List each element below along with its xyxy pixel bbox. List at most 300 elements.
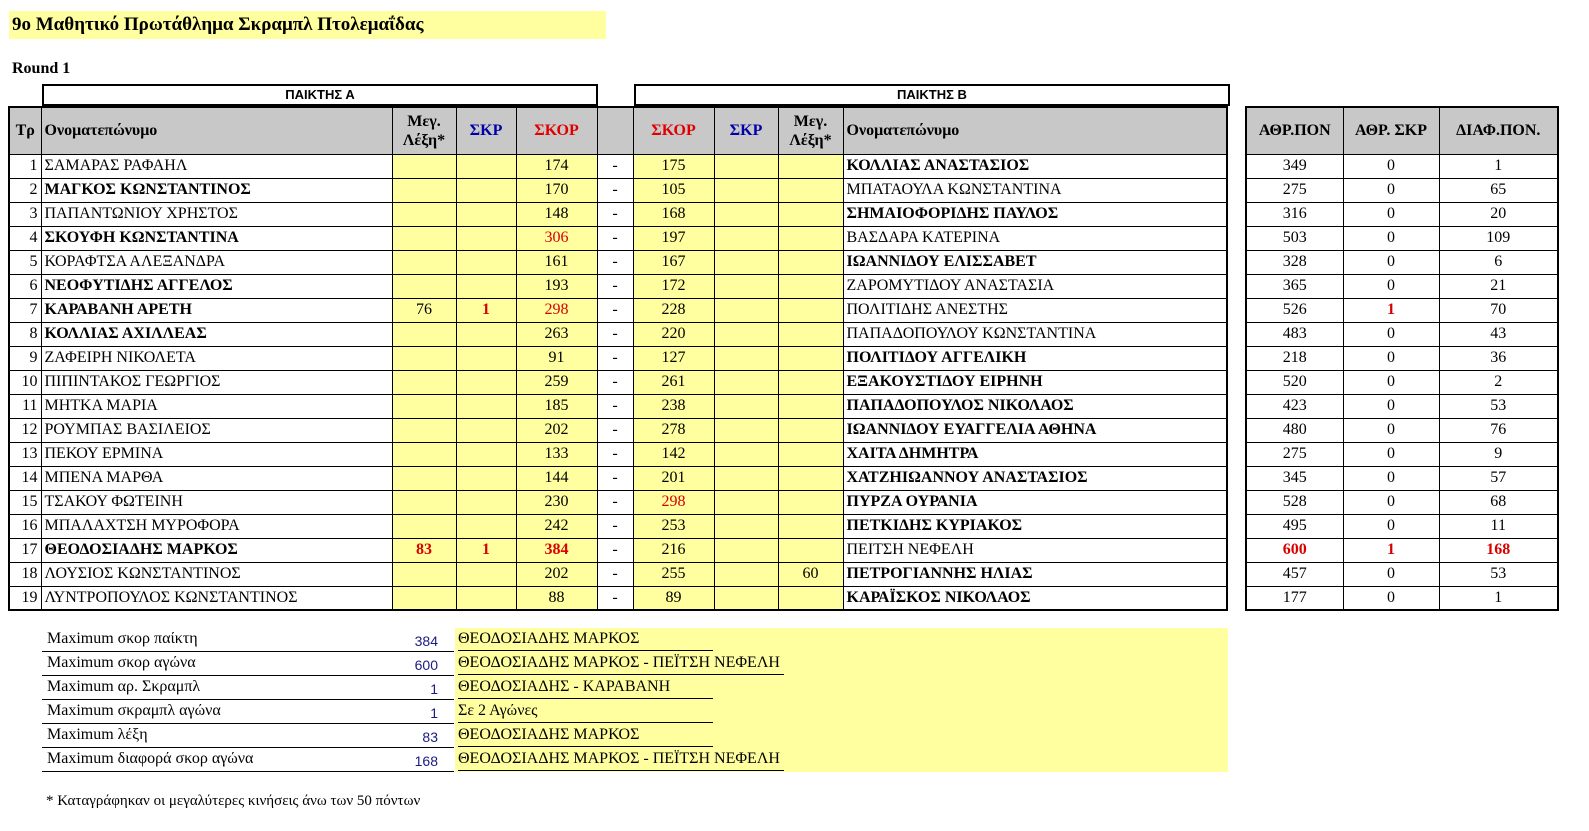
player-a-max-word: 76 (392, 298, 456, 322)
points-difference: 36 (1439, 346, 1558, 370)
player-b-scrabbles (714, 154, 778, 178)
player-a-scrabbles (456, 586, 516, 610)
table-number: 13 (9, 442, 41, 466)
player-b-score: 216 (633, 538, 714, 562)
stat-holder-text: ΘΕΟΔΟΣΙΑΔΗΣ ΜΑΡΚΟΣ (458, 628, 713, 651)
total-scrabbles: 0 (1343, 226, 1439, 250)
player-b-max-word (778, 466, 843, 490)
table-row (9, 514, 1227, 538)
player-a-score: 170 (516, 178, 597, 202)
col-header-table: Τρ (9, 107, 41, 154)
player-b-score: 278 (633, 418, 714, 442)
player-b-max-word (778, 298, 843, 322)
total-scrabbles: 0 (1343, 274, 1439, 298)
total-points: 483 (1246, 322, 1343, 346)
score-separator: - (597, 418, 633, 442)
stat-row (42, 628, 1230, 652)
player-b-max-word (778, 202, 843, 226)
player-a-max-word (392, 274, 456, 298)
total-scrabbles: 0 (1343, 250, 1439, 274)
player-a-max-word (392, 154, 456, 178)
col-header-max-word-b (778, 107, 843, 154)
score-separator: - (597, 202, 633, 226)
totals-row (1246, 202, 1558, 226)
totals-row (1246, 346, 1558, 370)
player-a-max-word (392, 466, 456, 490)
totals-row (1246, 322, 1558, 346)
table-number: 16 (9, 514, 41, 538)
player-b-scrabbles (714, 562, 778, 586)
player-b-max-word (778, 490, 843, 514)
player-b-max-word (778, 346, 843, 370)
total-scrabbles: 0 (1343, 490, 1439, 514)
player-a-name: ΠΕΚΟΥ ΕΡΜΙΝΑ (41, 442, 392, 466)
player-a-name: ΜΠΑΛΑΧΤΣΗ ΜΥΡΟΦΟΡΑ (41, 514, 392, 538)
totals-row (1246, 562, 1558, 586)
total-points: 480 (1246, 418, 1343, 442)
points-difference: 43 (1439, 322, 1558, 346)
player-a-name: ΚΟΛΛΙΑΣ ΑΧΙΛΛΕΑΣ (41, 322, 392, 346)
points-difference: 68 (1439, 490, 1558, 514)
table-row (9, 298, 1227, 322)
total-points: 503 (1246, 226, 1343, 250)
player-b-score: 142 (633, 442, 714, 466)
player-a-scrabbles (456, 490, 516, 514)
player-a-name: ΘΕΟΔΟΣΙΑΔΗΣ ΜΑΡΚΟΣ (41, 538, 392, 562)
player-a-max-word: 83 (392, 538, 456, 562)
total-scrabbles: 0 (1343, 466, 1439, 490)
table-row (9, 202, 1227, 226)
player-b-scrabbles (714, 298, 778, 322)
player-b-max-word (778, 394, 843, 418)
total-scrabbles: 0 (1343, 178, 1439, 202)
col-header-score-a (516, 107, 597, 154)
totals-row (1246, 250, 1558, 274)
total-scrabbles: 0 (1343, 514, 1439, 538)
col-header-score-b (633, 107, 714, 154)
col-header-skr-b: ΣΚΡ (714, 107, 778, 154)
player-b-score: 253 (633, 514, 714, 538)
stat-value: 83 (422, 729, 438, 745)
player-a-score: 133 (516, 442, 597, 466)
stat-value: 384 (414, 633, 438, 649)
total-scrabbles: 0 (1343, 586, 1439, 610)
stat-holder (455, 628, 1228, 652)
stat-value: 600 (414, 657, 438, 673)
player-a-score: 202 (516, 418, 597, 442)
stat-value: 1 (430, 681, 438, 697)
points-difference: 6 (1439, 250, 1558, 274)
player-b-scrabbles (714, 490, 778, 514)
player-b-scrabbles (714, 202, 778, 226)
total-scrabbles: 0 (1343, 346, 1439, 370)
player-a-max-word (392, 586, 456, 610)
player-b-name: ΖΑΡΟΜΥΤΙΔΟΥ ΑΝΑΣΤΑΣΙΑ (843, 274, 1227, 298)
player-b-name: ΙΩΑΝΝΙΔΟΥ ΕΥΑΓΓΕΛΙΑ ΑΘΗΝΑ (843, 418, 1227, 442)
score-separator: - (597, 562, 633, 586)
player-a-scrabbles (456, 562, 516, 586)
table-number: 9 (9, 346, 41, 370)
table-number: 8 (9, 322, 41, 346)
stat-holder-text: ΘΕΟΔΟΣΙΑΔΗΣ ΜΑΡΚΟΣ - ΠΕΪΤΣΗ ΝΕΦΕΛΗ (458, 652, 784, 675)
stat-holder (455, 676, 1228, 700)
totals-row (1246, 514, 1558, 538)
player-b-max-word: 60 (778, 562, 843, 586)
total-points: 316 (1246, 202, 1343, 226)
player-b-score: 172 (633, 274, 714, 298)
player-b-score: 89 (633, 586, 714, 610)
stat-holder-text: ΘΕΟΔΟΣΙΑΔΗΣ ΜΑΡΚΟΣ - ΠΕΪΤΣΗ ΝΕΦΕΛΗ (458, 748, 784, 771)
player-b-name: ΕΞΑΚΟΥΣΤΙΔΟΥ ΕΙΡΗΝΗ (843, 370, 1227, 394)
points-difference: 65 (1439, 178, 1558, 202)
player-b-score: 238 (633, 394, 714, 418)
player-b-score: 127 (633, 346, 714, 370)
player-a-name: ΣΑΜΑΡΑΣ ΡΑΦΑΗΛ (41, 154, 392, 178)
player-a-max-word (392, 226, 456, 250)
table-number: 10 (9, 370, 41, 394)
player-b-name: ΠΟΛΙΤΙΔΟΥ ΑΓΓΕΛΙΚΗ (843, 346, 1227, 370)
totals-row (1246, 226, 1558, 250)
max-word-b-line1: Μεγ. (793, 112, 828, 130)
player-a-scrabbles: 1 (456, 298, 516, 322)
points-difference: 1 (1439, 154, 1558, 178)
total-points: 600 (1246, 538, 1343, 562)
player-a-score: 230 (516, 490, 597, 514)
score-separator: - (597, 226, 633, 250)
total-points: 349 (1246, 154, 1343, 178)
score-separator: - (597, 346, 633, 370)
table-row (9, 562, 1227, 586)
player-b-score: 168 (633, 202, 714, 226)
table-number: 3 (9, 202, 41, 226)
player-b-name: ΧΑΙΤΑ ΔΗΜΗΤΡΑ (843, 442, 1227, 466)
player-a-name: ΛΟΥΣΙΟΣ ΚΩΝΣΤΑΝΤΙΝΟΣ (41, 562, 392, 586)
player-b-header: ΠΑΙΚΤΗΣ Β (634, 84, 1230, 106)
player-b-scrabbles (714, 250, 778, 274)
player-a-max-word (392, 370, 456, 394)
player-a-max-word (392, 490, 456, 514)
player-b-name: ΙΩΑΝΝΙΔΟΥ ΕΛΙΣΣΑΒΕΤ (843, 250, 1227, 274)
player-a-score: 144 (516, 466, 597, 490)
stat-holder-text: ΘΕΟΔΟΣΙΑΔΗΣ ΜΑΡΚΟΣ (458, 724, 713, 747)
player-a-name: ΜΠΕΝΑ ΜΑΡΘΑ (41, 466, 392, 490)
player-a-scrabbles (456, 394, 516, 418)
stat-row (42, 652, 1230, 676)
table-row (9, 490, 1227, 514)
col-header-total-points: ΑΘΡ.ΠΟΝ (1246, 107, 1343, 154)
player-b-score: 220 (633, 322, 714, 346)
score-separator: - (597, 178, 633, 202)
player-a-scrabbles (456, 250, 516, 274)
player-b-max-word (778, 370, 843, 394)
table-row (9, 346, 1227, 370)
results-table (8, 106, 1228, 611)
player-b-name: ΠΕΤΚΙΔΗΣ ΚΥΡΙΑΚΟΣ (843, 514, 1227, 538)
player-a-score: 242 (516, 514, 597, 538)
table-number: 4 (9, 226, 41, 250)
total-scrabbles: 0 (1343, 370, 1439, 394)
player-b-scrabbles (714, 226, 778, 250)
stat-label: Maximum λέξη (42, 724, 454, 748)
totals-row (1246, 274, 1558, 298)
player-b-score: 228 (633, 298, 714, 322)
player-b-name: ΠΑΠΑΔΟΠΟΥΛΟΥ ΚΩΝΣΤΑΝΤΙΝΑ (843, 322, 1227, 346)
player-a-scrabbles (456, 178, 516, 202)
points-difference: 11 (1439, 514, 1558, 538)
total-points: 275 (1246, 178, 1343, 202)
max-word-a-line2: Λέξη* (402, 131, 446, 149)
stat-holder (455, 724, 1228, 748)
total-points: 423 (1246, 394, 1343, 418)
player-b-scrabbles (714, 394, 778, 418)
totals-header-row (1246, 107, 1558, 154)
player-a-max-word (392, 346, 456, 370)
player-a-score: 148 (516, 202, 597, 226)
points-difference: 76 (1439, 418, 1558, 442)
player-b-max-word (778, 226, 843, 250)
table-number: 14 (9, 466, 41, 490)
total-scrabbles: 1 (1343, 298, 1439, 322)
player-b-name: ΚΟΛΛΙΑΣ ΑΝΑΣΤΑΣΙΟΣ (843, 154, 1227, 178)
points-difference: 2 (1439, 370, 1558, 394)
totals-row (1246, 586, 1558, 610)
table-row (9, 394, 1227, 418)
player-b-name: ΠΟΛΙΤΙΔΗΣ ΑΝΕΣΤΗΣ (843, 298, 1227, 322)
stat-label: Maximum σκορ αγώνα (42, 652, 454, 676)
stat-holder (455, 700, 1228, 724)
score-separator: - (597, 250, 633, 274)
player-a-score: 306 (516, 226, 597, 250)
player-a-max-word (392, 202, 456, 226)
totals-row (1246, 466, 1558, 490)
totals-table (1245, 106, 1559, 611)
player-b-score: 175 (633, 154, 714, 178)
player-a-max-word (392, 562, 456, 586)
player-b-score: 105 (633, 178, 714, 202)
total-points: 528 (1246, 490, 1343, 514)
table-number: 11 (9, 394, 41, 418)
player-b-score: 298 (633, 490, 714, 514)
player-a-max-word (392, 418, 456, 442)
player-b-max-word (778, 418, 843, 442)
player-b-scrabbles (714, 514, 778, 538)
stat-row (42, 700, 1230, 724)
total-points: 345 (1246, 466, 1343, 490)
player-a-scrabbles (456, 322, 516, 346)
points-difference: 168 (1439, 538, 1558, 562)
table-row (9, 466, 1227, 490)
player-a-scrabbles (456, 370, 516, 394)
player-a-score: 88 (516, 586, 597, 610)
player-b-name: ΧΑΤΖΗΙΩΑΝΝΟΥ ΑΝΑΣΤΑΣΙΟΣ (843, 466, 1227, 490)
stat-label: Maximum σκορ παίκτη (42, 628, 454, 652)
player-a-scrabbles (456, 226, 516, 250)
player-b-scrabbles (714, 586, 778, 610)
player-b-max-word (778, 538, 843, 562)
score-separator: - (597, 538, 633, 562)
totals-row (1246, 538, 1558, 562)
points-difference: 109 (1439, 226, 1558, 250)
points-difference: 57 (1439, 466, 1558, 490)
player-a-name: ΖΑΦΕΙΡΗ ΝΙΚΟΛΕΤΑ (41, 346, 392, 370)
score-separator: - (597, 154, 633, 178)
player-a-scrabbles (456, 442, 516, 466)
max-word-b-line2: Λέξη* (789, 131, 832, 149)
totals-row (1246, 490, 1558, 514)
total-points: 526 (1246, 298, 1343, 322)
player-a-scrabbles (456, 202, 516, 226)
totals-row (1246, 418, 1558, 442)
player-b-scrabbles (714, 442, 778, 466)
table-number: 7 (9, 298, 41, 322)
player-a-scrabbles (456, 154, 516, 178)
player-a-scrabbles: 1 (456, 538, 516, 562)
score-separator: - (597, 298, 633, 322)
player-a-score: 193 (516, 274, 597, 298)
player-b-scrabbles (714, 322, 778, 346)
score-a-header-text: ΣΚΟΡ (534, 122, 579, 140)
player-a-score: 298 (516, 298, 597, 322)
player-a-name: ΚΟΡΑΦΤΣΑ ΑΛΕΞΑΝΔΡΑ (41, 250, 392, 274)
player-a-score: 384 (516, 538, 597, 562)
table-row (9, 154, 1227, 178)
table-row (9, 442, 1227, 466)
table-number: 12 (9, 418, 41, 442)
player-a-name: ΤΣΑΚΟΥ ΦΩΤΕΙΝΗ (41, 490, 392, 514)
player-b-name: ΜΠΑΤΑΟΥΛΑ ΚΩΝΣΤΑΝΤΙΝΑ (843, 178, 1227, 202)
table-number: 2 (9, 178, 41, 202)
player-b-scrabbles (714, 418, 778, 442)
table-number: 1 (9, 154, 41, 178)
player-b-scrabbles (714, 178, 778, 202)
player-b-score: 261 (633, 370, 714, 394)
player-b-name: ΠΕΙΤΣΗ ΝΕΦΕΛΗ (843, 538, 1227, 562)
total-scrabbles: 1 (1343, 538, 1439, 562)
total-scrabbles: 0 (1343, 322, 1439, 346)
score-separator: - (597, 274, 633, 298)
totals-row (1246, 154, 1558, 178)
table-row (9, 538, 1227, 562)
table-row (9, 586, 1227, 610)
player-b-name: ΣΗΜΑΙΟΦΟΡΙΔΗΣ ΠΑΥΛΟΣ (843, 202, 1227, 226)
player-a-max-word (392, 514, 456, 538)
player-a-score: 263 (516, 322, 597, 346)
score-b-header-text: ΣΚΟΡ (651, 122, 696, 140)
player-b-max-word (778, 154, 843, 178)
score-separator: - (597, 322, 633, 346)
stat-holder (455, 748, 1228, 772)
totals-row (1246, 178, 1558, 202)
player-b-score: 255 (633, 562, 714, 586)
stat-row (42, 724, 1230, 748)
score-separator: - (597, 514, 633, 538)
stat-value: 168 (414, 753, 438, 769)
table-row (9, 322, 1227, 346)
round-label: Round 1 (12, 60, 71, 77)
totals-row (1246, 394, 1558, 418)
points-difference: 9 (1439, 442, 1558, 466)
player-a-scrabbles (456, 346, 516, 370)
total-points: 218 (1246, 346, 1343, 370)
player-a-max-word (392, 442, 456, 466)
table-number: 18 (9, 562, 41, 586)
table-row (9, 370, 1227, 394)
player-a-scrabbles (456, 514, 516, 538)
totals-row (1246, 442, 1558, 466)
totals-row (1246, 370, 1558, 394)
col-header-gap (597, 107, 633, 154)
player-b-max-word (778, 514, 843, 538)
player-b-score: 197 (633, 226, 714, 250)
player-b-name: ΠΥΡΖΑ ΟΥΡΑΝΙΑ (843, 490, 1227, 514)
col-header-skr-a: ΣΚΡ (456, 107, 516, 154)
points-difference: 53 (1439, 394, 1558, 418)
player-b-scrabbles (714, 346, 778, 370)
total-points: 275 (1246, 442, 1343, 466)
player-b-max-word (778, 274, 843, 298)
player-b-scrabbles (714, 370, 778, 394)
player-b-max-word (778, 322, 843, 346)
player-b-score: 167 (633, 250, 714, 274)
player-a-name: ΠΑΠΑΝΤΩΝΙΟΥ ΧΡΗΣΤΟΣ (41, 202, 392, 226)
player-b-scrabbles (714, 466, 778, 490)
footnote: * Καταγράφηκαν οι μεγαλύτερες κινήσεις άνω των 50 πόντων (46, 793, 421, 809)
table-number: 6 (9, 274, 41, 298)
player-b-name: ΒΑΣΔΑΡΑ ΚΑΤΕΡΙΝΑ (843, 226, 1227, 250)
points-difference: 21 (1439, 274, 1558, 298)
table-row (9, 418, 1227, 442)
player-b-score: 201 (633, 466, 714, 490)
table-number: 19 (9, 586, 41, 610)
player-b-max-word (778, 586, 843, 610)
header-row (9, 107, 1227, 154)
player-a-score: 174 (516, 154, 597, 178)
player-b-scrabbles (714, 274, 778, 298)
player-a-score: 91 (516, 346, 597, 370)
total-points: 177 (1246, 586, 1343, 610)
player-a-name: ΡΟΥΜΠΑΣ ΒΑΣΙΛΕΙΟΣ (41, 418, 392, 442)
player-a-score: 185 (516, 394, 597, 418)
player-a-name: ΠΙΠΙΝΤΑΚΟΣ ΓΕΩΡΓΙΟΣ (41, 370, 392, 394)
table-row (9, 250, 1227, 274)
player-a-name: ΜΑΓΚΟΣ ΚΩΝΣΤΑΝΤΙΝΟΣ (41, 178, 392, 202)
player-a-name: ΝΕΟΦΥΤΙΔΗΣ ΑΓΓΕΛΟΣ (41, 274, 392, 298)
totals-row (1246, 298, 1558, 322)
player-a-max-word (392, 394, 456, 418)
points-difference: 1 (1439, 586, 1558, 610)
player-b-name: ΠΕΤΡΟΓΙΑΝΝΗΣ ΗΛΙΑΣ (843, 562, 1227, 586)
total-scrabbles: 0 (1343, 202, 1439, 226)
player-b-max-word (778, 442, 843, 466)
player-a-score: 202 (516, 562, 597, 586)
player-b-name: ΚΑΡΑΪΣΚΟΣ ΝΙΚΟΛΑΟΣ (843, 586, 1227, 610)
total-points: 495 (1246, 514, 1343, 538)
stat-holder-text: Σε 2 Αγώνες (458, 700, 713, 723)
player-b-scrabbles (714, 538, 778, 562)
table-row (9, 178, 1227, 202)
table-number: 15 (9, 490, 41, 514)
player-a-scrabbles (456, 274, 516, 298)
player-a-scrabbles (456, 466, 516, 490)
table-row (9, 274, 1227, 298)
stat-row (42, 676, 1230, 700)
col-header-total-skr: ΑΘΡ. ΣΚΡ (1343, 107, 1439, 154)
player-b-max-word (778, 178, 843, 202)
total-points: 520 (1246, 370, 1343, 394)
stat-holder-text: ΘΕΟΔΟΣΙΑΔΗΣ - ΚΑΡΑΒΑΝΗ (458, 676, 713, 699)
player-a-max-word (392, 322, 456, 346)
player-a-name: ΚΑΡΑΒΑΝΗ ΑΡΕΤΗ (41, 298, 392, 322)
